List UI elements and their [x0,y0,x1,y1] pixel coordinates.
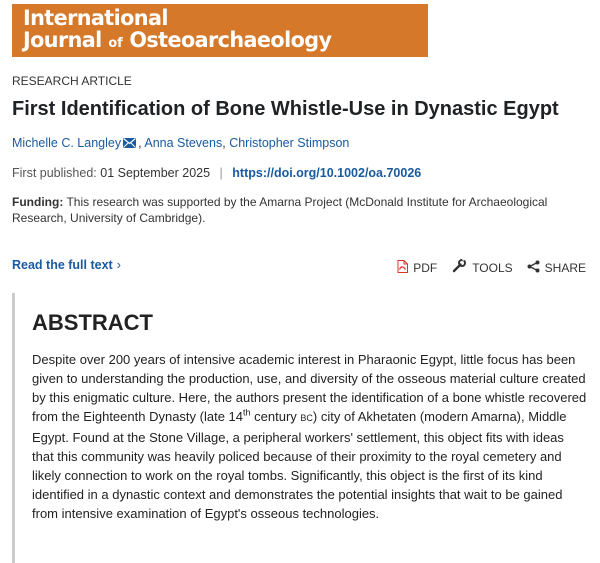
article-title: First Identification of Bone Whistle-Use in Dynastic Egypt [12,98,559,120]
journal-name-line1: International [23,6,168,30]
chevron-right-icon: › [116,258,121,272]
share-icon [527,260,545,276]
journal-banner[interactable] [12,4,428,57]
share-button[interactable] [527,260,586,276]
share-label: SHARE [544,260,586,275]
read-full-text-link[interactable] [12,258,121,272]
divider: | [219,166,223,180]
mail-icon[interactable] [123,137,136,151]
tools-button[interactable] [451,258,512,277]
pdf-button[interactable] [397,260,437,276]
author-langley[interactable]: Michelle C. Langley [12,136,122,150]
pdf-icon [397,260,413,276]
funding-label: Funding: [12,195,64,209]
tools-label: TOOLS [472,260,513,275]
read-full-label: Read the full text [12,258,113,272]
published-label: First published: [12,166,97,180]
funding-text: This research was supported by the Amarna Project (McDonald Institute for Archaeological Research, University of Cambridge). [12,195,548,225]
doi-link[interactable]: https://doi.org/10.1002/oa.70026 [232,166,422,180]
abstract-text: Despite over 200 years of intensive academic interest in Pharaonic Egypt, little focus has been given to understanding the production, use, and diversity of the osseous material culture created by this enigmatic culture. Here, the authors present the identification of a bone whistle recovered from the Eighteenth Dynasty (late 14th century BC) city of Akhetaten (modern Amarna), Middle Egypt. Found at the Stone Village, a peripheral workers' settlement, this object fits with ideas that this community was heavily policed because of their proximity to the royal cemetery and likely connection to work on the royal tombs. Significantly, this object is the first of its kind identified in a dynastic context and demonstrates the potential insights that wait to be gained from intensive examination of Egypt's osseous technologies. [32,352,587,521]
pdf-label: PDF [413,260,438,275]
author-stimpson[interactable]: Christopher Stimpson [229,136,350,150]
wrench-icon [451,258,472,277]
funding-statement [12,194,572,226]
published-date: 01 September 2025 [100,166,211,180]
article-toolbar [383,258,586,277]
article-type: RESEARCH ARTICLE [12,74,132,88]
author-list: Michelle C. Langley , Anna Stevens, Christopher Stimpson [12,136,350,150]
publication-info [12,166,421,180]
journal-name-line2: Journal of Osteoarchaeology [23,28,332,52]
abstract-heading: ABSTRACT [32,310,153,335]
author-stevens[interactable]: Anna Stevens [144,136,223,150]
